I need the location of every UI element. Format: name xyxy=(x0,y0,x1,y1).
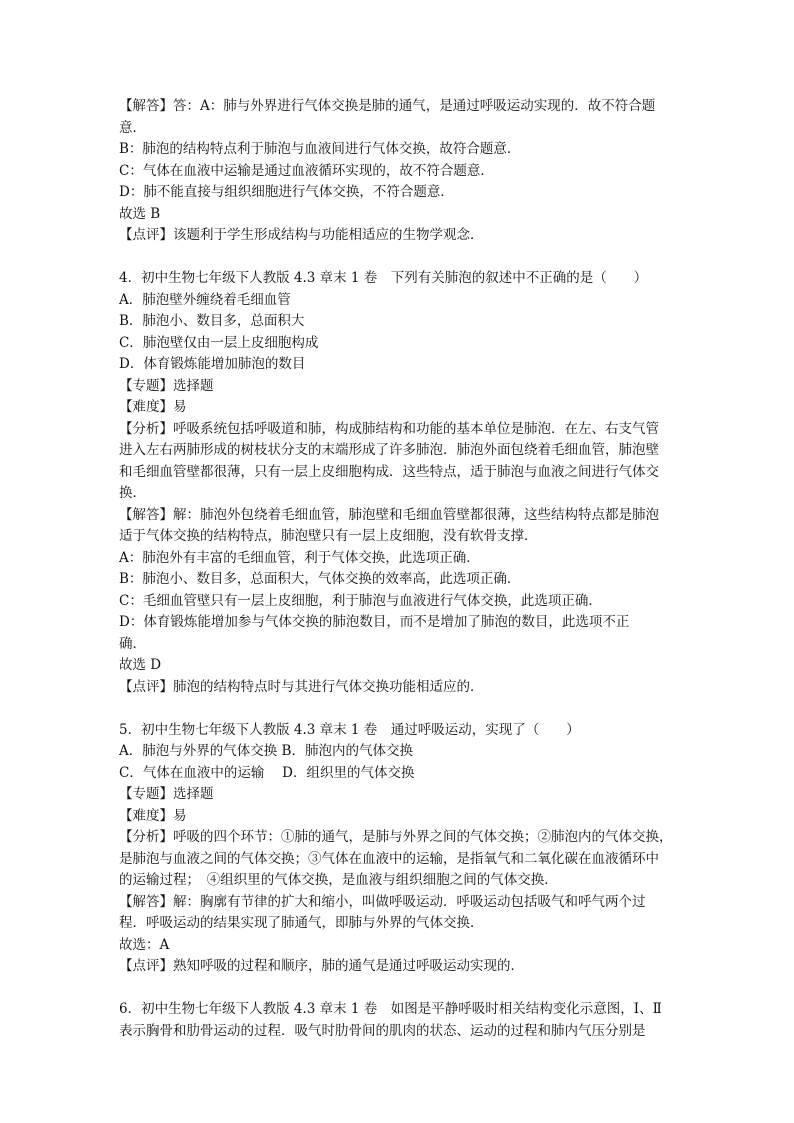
text-line: A．肺泡壁外缠绕着毛细血管 xyxy=(119,291,291,308)
document-body xyxy=(119,96,679,1042)
text-line: 【解答】解：肺泡外包绕着毛细血管，肺泡壁和毛细血管壁都很薄，这些结构特点都是肺泡 xyxy=(119,506,659,523)
text-line: 程．呼吸运动的结果实现了肺通气，即肺与外界的气体交换． xyxy=(119,915,484,931)
text-line: B：肺泡小、数目多，总面积大，气体交换的效率高，此选项正确． xyxy=(119,571,521,587)
text-line: C．气体在血液中的运输 D．组织里的气体交换 xyxy=(119,764,415,781)
text-line: 【解答】答：A：肺与外界进行气体交换是肺的通气，是通过呼吸运动实现的．故不符合题 xyxy=(119,98,656,114)
blank-line xyxy=(119,247,679,269)
text-line: 意． xyxy=(119,119,146,136)
text-line: 【点评】熟知呼吸的过程和顺序，肺的通气是通过呼吸运动实现的． xyxy=(119,958,524,974)
text-line: 【难度】易 xyxy=(119,399,187,415)
text-line: C：气体在血液中运输是通过血液循环实现的，故不符合题意． xyxy=(119,162,494,179)
text-line: 【难度】易 xyxy=(119,807,187,824)
text-line: 故选 B xyxy=(119,205,161,222)
text-line: C．肺泡壁仅由一层上皮细胞构成 xyxy=(119,334,319,351)
text-line: 确． xyxy=(119,635,146,652)
text-line: 【分析】呼吸的四个环节：①肺的通气，是肺与外界之间的气体交换；②肺泡内的气体交换， xyxy=(119,829,673,845)
question-heading: 4．初中生物七年级下人教版 4.3 章末 1 卷 下列有关肺泡的叙述中不正确的是（ ） xyxy=(119,270,648,286)
blank-line xyxy=(119,978,679,1000)
question-heading: 5．初中生物七年级下人教版 4.3 章末 1 卷 通过呼吸运动，实现了（ ） xyxy=(119,721,580,738)
text-line: 【解答】解：胸廓有节律的扩大和缩小，叫做呼吸运动．呼吸运动包括吸气和呼气两个过 xyxy=(119,893,646,910)
text-line: 【分析】呼吸系统包括呼吸道和肺，构成肺结构和功能的基本单位是肺泡．在左、右支气管 xyxy=(119,420,659,437)
text-line: 适于气体交换的结构特点，肺泡壁只有一层上皮细胞，没有软骨支撑． xyxy=(119,528,538,544)
text-line: 【专题】选择题 xyxy=(119,786,214,802)
text-line: 【点评】肺泡的结构特点时与其进行气体交换功能相适应的． xyxy=(119,678,484,695)
text-line: 的运输过程； ④组织里的气体交换，是血液与组织细胞之间的气体交换． xyxy=(119,872,558,888)
text-line: 和毛细血管壁都很薄，只有一层上皮细胞构成．这些特点，适于肺泡与血液之间进行气体交 xyxy=(119,463,659,480)
question-heading: 6．初中生物七年级下人教版 4.3 章末 1 卷 如图是平静呼吸时相关结构变化示意图，Ⅰ、Ⅱ xyxy=(119,1001,662,1017)
text-line: B．肺泡小、数目多，总面积大 xyxy=(119,313,305,329)
text-line: D：肺不能直接与组织细胞进行气体交换，不符合题意． xyxy=(119,184,454,200)
text-line: A．肺泡与外界的气体交换 B．肺泡内的气体交换 xyxy=(119,743,413,759)
text-line: B：肺泡的结构特点利于肺泡与血液间进行气体交换，故符合题意． xyxy=(119,141,521,157)
text-line: 故选 D xyxy=(119,657,162,673)
text-line: A：肺泡外有丰富的毛细血管，利于气体交换，此选项正确． xyxy=(119,549,480,566)
text-line: 故选：A xyxy=(119,936,170,953)
text-line: 【点评】该题利于学生形成结构与功能相适应的生物学观念． xyxy=(119,227,484,243)
text-line: 换． xyxy=(119,485,146,501)
text-line: 表示胸骨和肋骨运动的过程．吸气时肋骨间的肌肉的状态、运动的过程和肺内气压分别是 xyxy=(119,1022,646,1039)
text-line: 【专题】选择题 xyxy=(119,377,214,394)
text-line: C：毛细血管壁只有一层上皮细胞，利于肺泡与血液进行气体交换，此选项正确． xyxy=(119,592,602,609)
text-line: 是肺泡与血液之间的气体交换；③气体在血液中的运输，是指氧气和二氧化碳在血液循环中 xyxy=(119,850,659,867)
text-line: D．体育锻炼能增加肺泡的数目 xyxy=(119,356,306,372)
blank-line xyxy=(119,698,679,720)
text-line: D：体育锻炼能增加参与气体交换的肺泡数目，而不是增加了肺泡的数目，此选项不正 xyxy=(119,614,630,630)
text-line: 进入左右两肺形成的树枝状分支的末端形成了许多肺泡．肺泡外面包绕着毛细血管，肺泡壁 xyxy=(119,442,659,458)
